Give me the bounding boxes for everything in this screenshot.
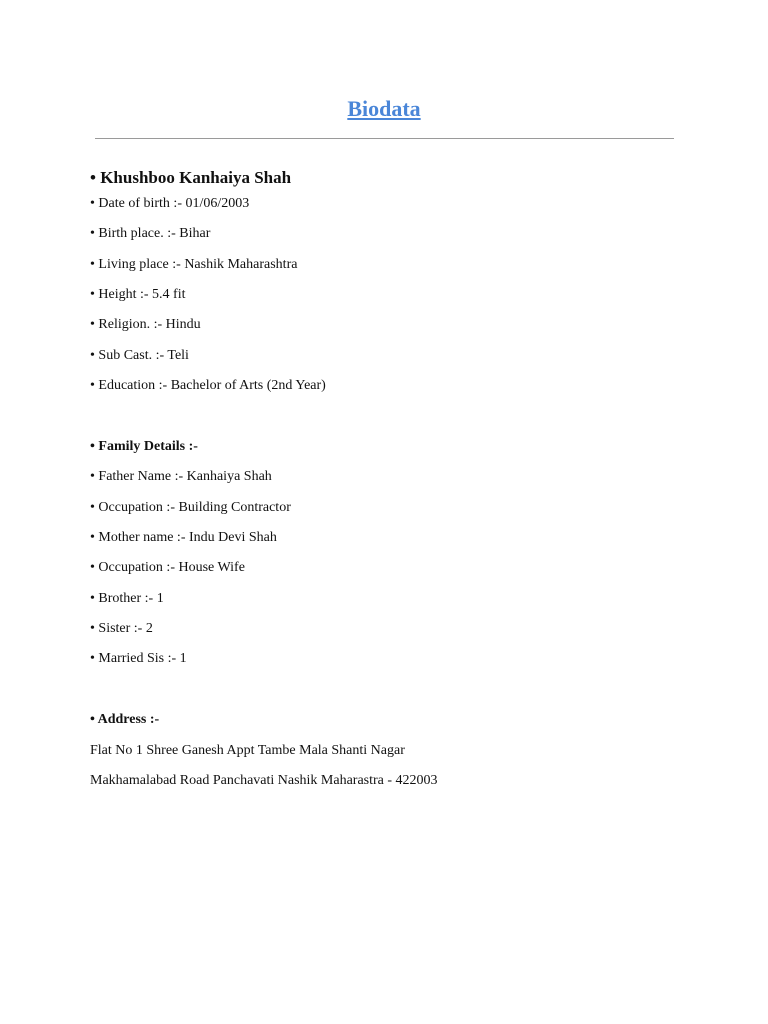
mother-occupation: • Occupation :- House Wife [90,560,245,575]
family-details-heading: • Family Details :- [90,439,198,454]
married-sister-count: • Married Sis :- 1 [90,651,187,666]
address-line-1: Flat No 1 Shree Ganesh Appt Tambe Mala Shanti Nagar [90,743,405,758]
title-divider [95,138,674,139]
father-name: • Father Name :- Kanhaiya Shah [90,469,272,484]
sub-caste: • Sub Cast. :- Teli [90,348,189,363]
birth-place: • Birth place. :- Bihar [90,226,211,241]
mother-name: • Mother name :- Indu Devi Shah [90,530,277,545]
document-title: Biodata [347,96,421,121]
height: • Height :- 5.4 fit [90,287,186,302]
father-occupation: • Occupation :- Building Contractor [90,500,291,515]
sister-count: • Sister :- 2 [90,621,153,636]
date-of-birth: • Date of birth :- 01/06/2003 [90,196,250,211]
education: • Education :- Bachelor of Arts (2nd Year) [90,378,326,393]
living-place: • Living place :- Nashik Maharashtra [90,257,298,272]
religion: • Religion. :- Hindu [90,317,201,332]
person-name: • Khushboo Kanhaiya Shah [90,168,292,187]
address-line-2: Makhamalabad Road Panchavati Nashik Maharastra - 422003 [90,773,438,788]
address-heading: • Address :- [90,712,160,727]
brother-count: • Brother :- 1 [90,591,164,606]
